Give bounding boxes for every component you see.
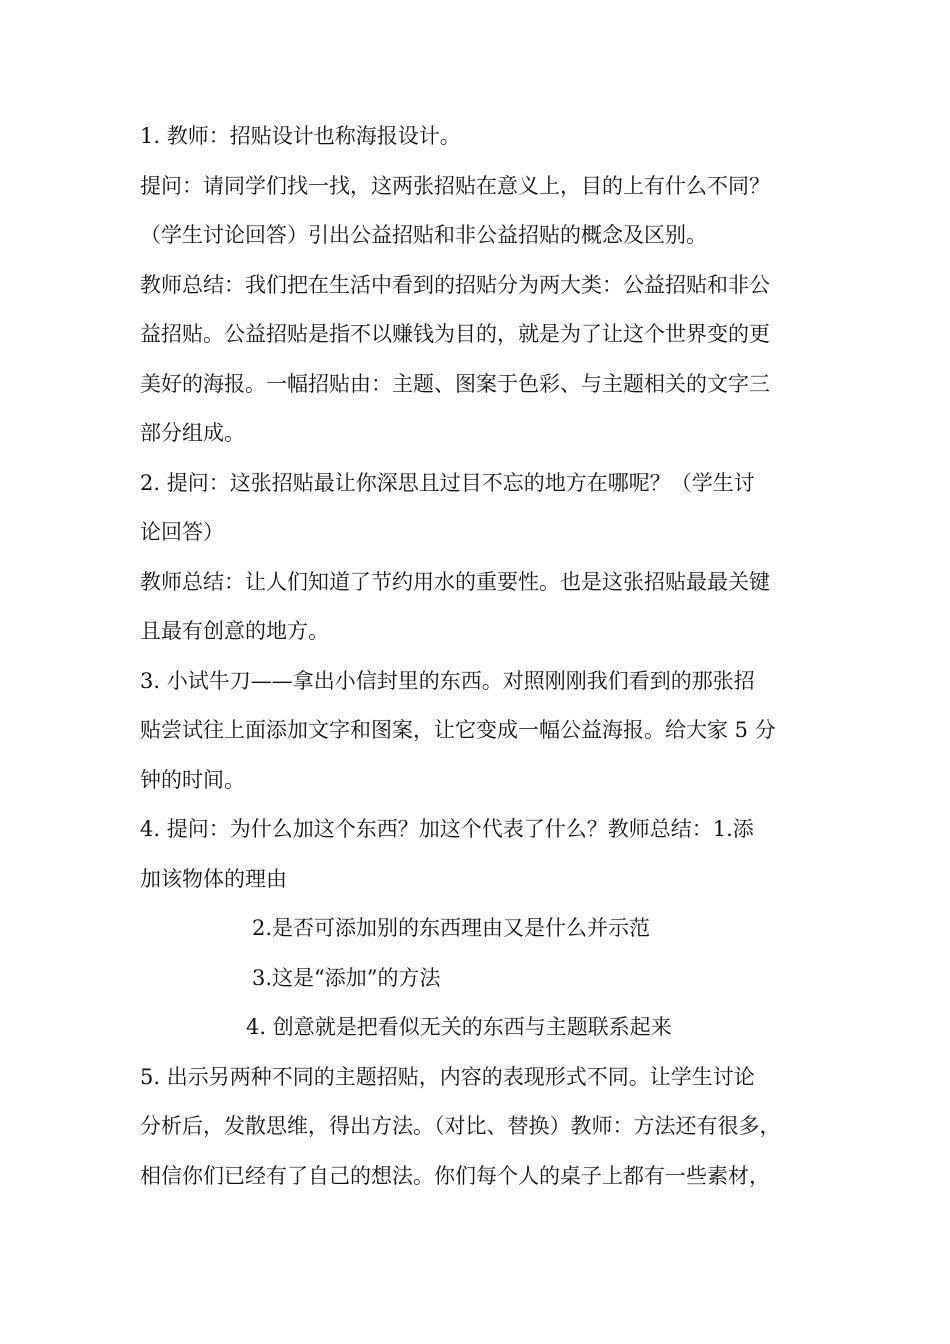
paragraph-line: 钟的时间。 <box>140 767 245 792</box>
paragraph-line: 教师总结：我们把在生活中看到的招贴分为两大类：公益招贴和非公 <box>140 272 770 297</box>
paragraph-line: 相信你们已经有了自己的想法。你们每个人的桌子上都有一些素材， <box>140 1163 770 1188</box>
paragraph-line: 提问：请同学们找一找，这两张招贴在意义上，目的上有什么不同？ <box>140 173 770 198</box>
paragraph-line: 加该物体的理由 <box>140 866 287 891</box>
paragraph-line: 2. 提问：这张招贴最让你深思且过目不忘的地方在哪呢？（学生讨 <box>140 470 755 495</box>
indented-list-line: 2.是否可添加别的东西理由又是什么并示范 <box>252 916 651 940</box>
paragraph-line: 4. 提问：为什么加这个东西？加这个代表了什么？教师总结：1.添 <box>140 817 754 841</box>
paragraph-line: 美好的海报。一幅招贴由：主题、图案于色彩、与主题相关的文字三 <box>140 371 770 396</box>
paragraph-line: 且最有创意的地方。 <box>140 619 329 643</box>
paragraph-line: 教师总结：让人们知道了节约用水的重要性。也是这张招贴最最关键 <box>140 569 770 594</box>
paragraph-line: （学生讨论回答）引出公益招贴和非公益招贴的概念及区别。 <box>140 223 707 247</box>
paragraph-line: 贴尝试往上面添加文字和图案，让它变成一幅公益海报。给大家 5 分 <box>140 718 776 742</box>
paragraph-line: 1. 教师：招贴设计也称海报设计。 <box>140 124 461 148</box>
paragraph-line: 论回答） <box>140 520 224 544</box>
indented-list-line: 4. 创意就是把看似无关的东西与主题联系起来 <box>246 1015 672 1039</box>
paragraph-line: 益招贴。公益招贴是指不以赚钱为目的，就是为了让这个世界变的更 <box>140 322 770 346</box>
paragraph-line: 5. 出示另两种不同的主题招贴，内容的表现形式不同。让学生讨论 <box>140 1064 755 1089</box>
paragraph-line: 分析后，发散思维，得出方法。（对比、替换）教师：方法还有很多， <box>140 1114 781 1138</box>
document-body <box>140 112 820 1201</box>
paragraph-line: 3. 小试牛刀——拿出小信封里的东西。对照刚刚我们看到的那张招 <box>140 668 755 693</box>
indented-list-line: 3.这是“添加”的方法 <box>252 965 441 990</box>
paragraph-line: 部分组成。 <box>140 421 245 445</box>
